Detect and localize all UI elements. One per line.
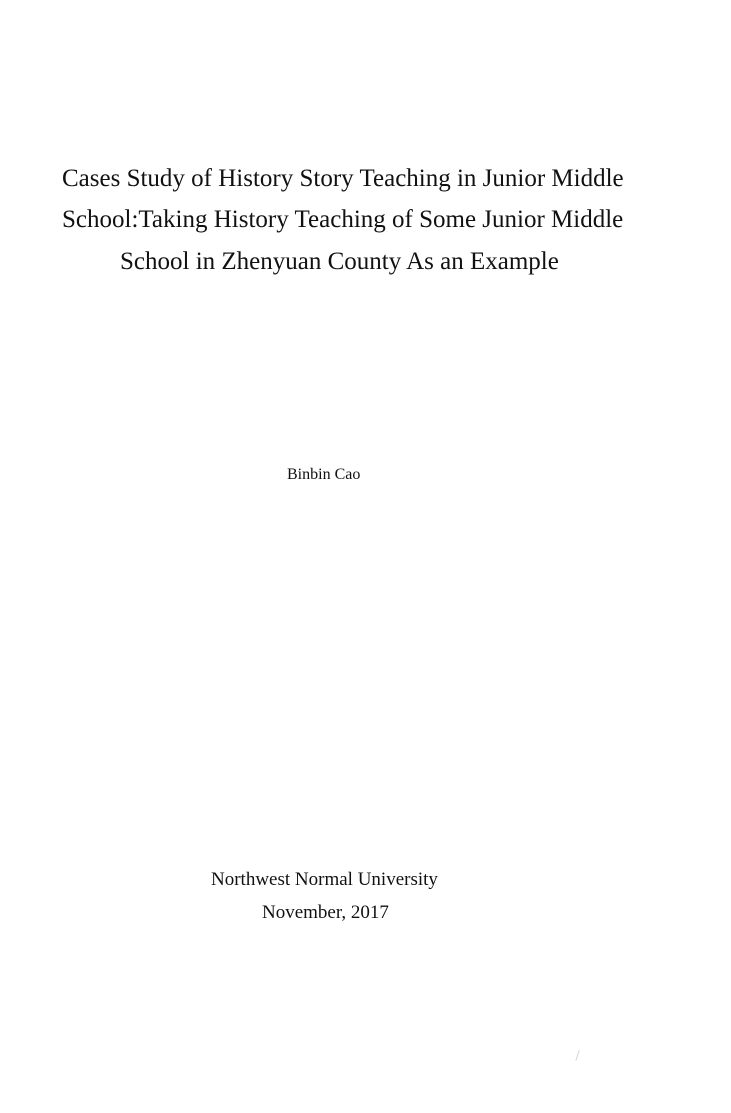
thesis-title-line-2: School:Taking History Teaching of Some Junior Middle bbox=[62, 206, 624, 233]
university-name: Northwest Normal University bbox=[211, 869, 438, 890]
author-name: Binbin Cao bbox=[287, 466, 361, 483]
thesis-title-line-1: Cases Study of History Story Teaching in Junior Middle bbox=[62, 165, 624, 192]
scan-artifact-mark bbox=[575, 1050, 579, 1061]
submission-date: November, 2017 bbox=[262, 902, 389, 923]
thesis-title-line-3: School in Zhenyuan County As an Example bbox=[120, 248, 559, 275]
